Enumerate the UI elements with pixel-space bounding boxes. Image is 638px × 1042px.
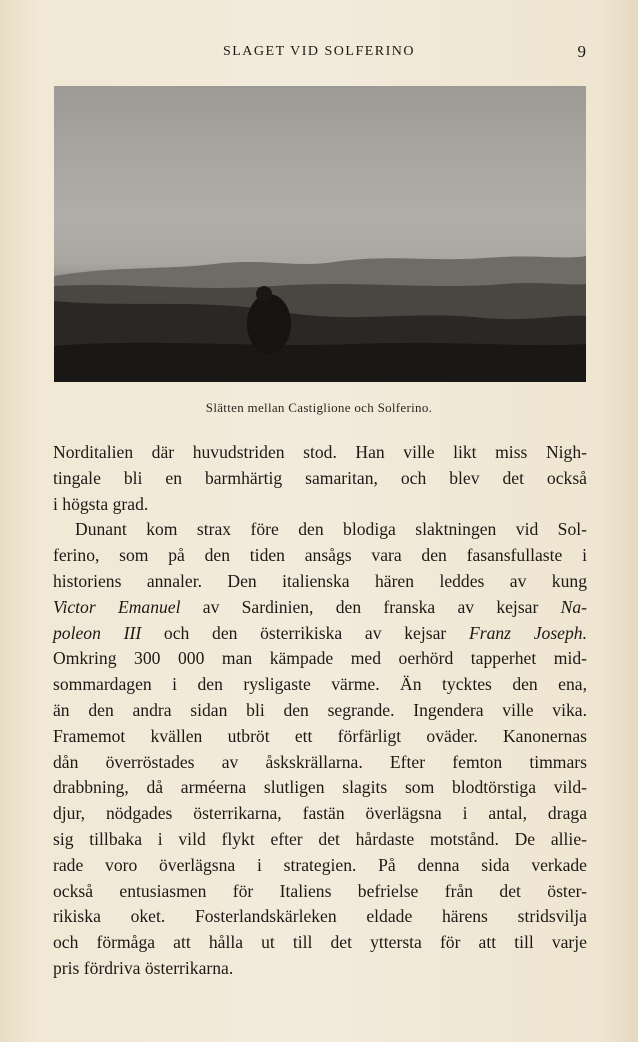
text-line: sommardagen i den rysligaste värme. Än tycktes den ena, [53, 674, 587, 695]
figure-head [256, 286, 272, 302]
italic-name: Franz Joseph. [468, 622, 587, 643]
text-line: i högsta grad. [53, 493, 149, 514]
text-line: tingale bli en barmhärtig samaritan, och blev det också [53, 467, 587, 488]
text-line: ferino, som på den tiden ansågs vara den fasansfullaste i [53, 545, 587, 566]
page-number: 9 [577, 42, 586, 61]
landscape-photo [54, 86, 586, 382]
seated-figure [247, 294, 291, 354]
landscape-photo-drawing [54, 86, 586, 382]
text-line: djur, nödgades österrikarna, fastän överlägsna i antal, draga [53, 803, 587, 824]
text-line [53, 595, 587, 621]
text-line: Framemot kvällen utbröt ett förfärligt oväder. Kanonernas [53, 725, 587, 746]
text-line: drabbning, då arméerna slutligen slagits som blodtörstiga vild- [53, 777, 587, 798]
line-segment: av Sardinien, den franska av kejsar [180, 596, 561, 617]
italic-name: poleon III [53, 622, 142, 643]
figure-caption: Slätten mellan Castiglione och Solferino. [205, 400, 433, 415]
text-line: Norditalien där huvudstriden stod. Han ville likt miss Nigh- [53, 442, 587, 462]
text-line: rikiska oket. Fosterlandskärleken eldade härens stridsvilja [53, 906, 587, 927]
text-line [53, 621, 587, 647]
text-line: Dunant kom strax före den blodiga slaktningen vid Sol- [75, 519, 587, 540]
text-line: och förmåga att hålla ut till det yttersta för att till varje [53, 932, 587, 953]
text-line: pris fördriva österrikarna. [53, 957, 234, 978]
body-text [53, 440, 587, 982]
text-line: rade voro överlägsna i strategien. På denna sida verkade [53, 854, 587, 875]
running-title: SLAGET VID SOLFERINO [222, 44, 416, 59]
text-line: också entusiasmen för Italiens befrielse från det öster- [53, 880, 587, 901]
page-header [0, 44, 638, 66]
text-line: än den andra sidan bli den segrande. Ingendera ville vika. [53, 699, 587, 720]
text-line: historiens annaler. Den italienska hären leddes av kung [53, 570, 587, 591]
italic-name: Na- [560, 596, 588, 617]
text-line: Omkring 300 000 man kämpade med oerhörd tapperhet mid- [53, 648, 587, 669]
text-line: dån överröstades av åskskrällarna. Efter femton timmars [53, 751, 587, 772]
line-segment: och den österrikiska av kejsar [141, 622, 469, 643]
near-foreground [54, 343, 586, 382]
italic-name: Victor Emanuel [53, 596, 181, 617]
text-line: sig tillbaka i vild flykt efter det hårdaste motstånd. De allie- [53, 828, 587, 849]
